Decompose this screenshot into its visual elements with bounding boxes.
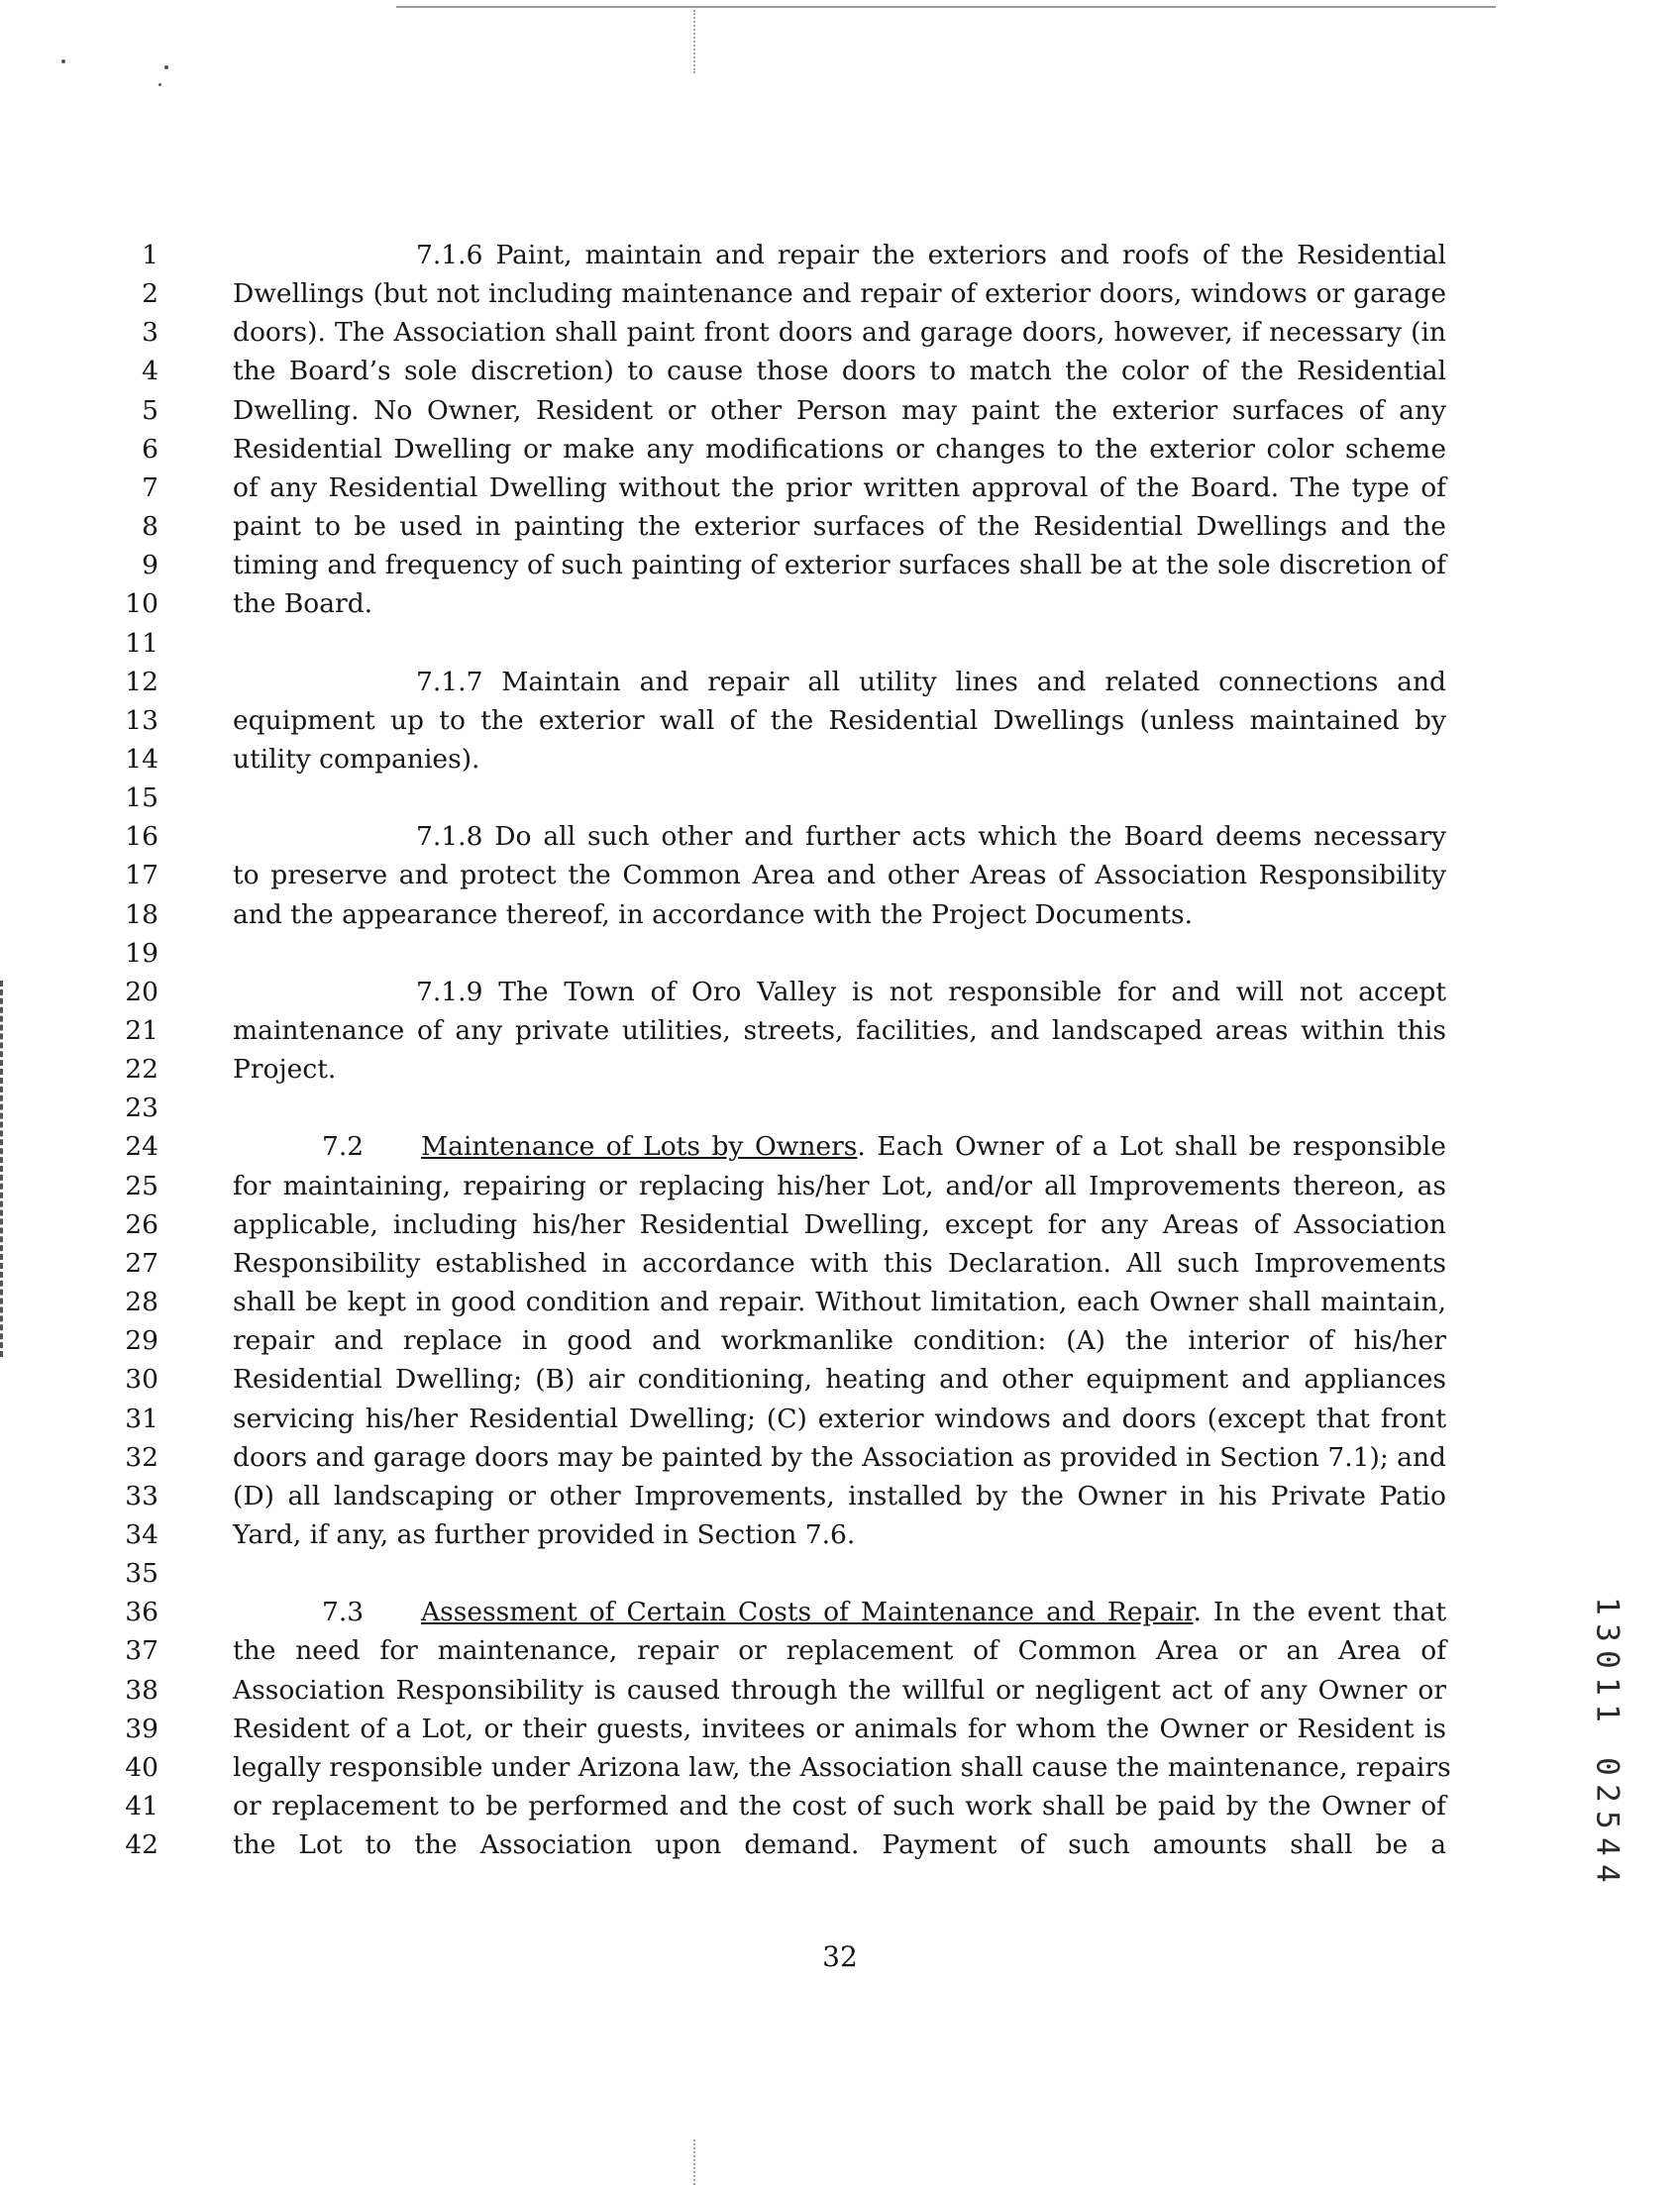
line-number: 27 bbox=[125, 1247, 158, 1279]
recording-stamp bbox=[1590, 1593, 1624, 1887]
line-text: 7.1.8 Do all such other and further acts which the Board deems necessary bbox=[416, 821, 1446, 853]
stamp-digit: 5 bbox=[1589, 1811, 1626, 1829]
document-line bbox=[0, 1554, 1680, 1593]
line-text: servicing his/her Residential Dwelling; (C) exterior windows and doors (except that front bbox=[233, 1403, 1446, 1434]
line-number: 31 bbox=[125, 1403, 158, 1434]
line-number: 5 bbox=[142, 394, 158, 426]
document-line bbox=[0, 274, 1680, 313]
line-number: 16 bbox=[125, 821, 158, 853]
line-number: 12 bbox=[125, 666, 158, 697]
section-number: 7.3 bbox=[322, 1597, 365, 1628]
document-line bbox=[0, 1825, 1680, 1864]
line-number: 8 bbox=[142, 511, 158, 543]
document-line bbox=[0, 1631, 1680, 1670]
document-line bbox=[0, 1127, 1680, 1166]
document-line bbox=[0, 546, 1680, 584]
line-number: 29 bbox=[125, 1325, 158, 1357]
stamp-digit: 1 bbox=[1589, 1704, 1626, 1722]
scan-speck bbox=[158, 83, 161, 86]
line-text: the Board. bbox=[233, 588, 373, 620]
line-text: to preserve and protect the Common Area and other Areas of Association Responsibility bbox=[233, 860, 1446, 891]
line-text: for maintaining, repairing or replacing his/her Lot, and/or all Improvements thereon, as bbox=[233, 1170, 1446, 1201]
document-line bbox=[0, 1283, 1680, 1321]
document-line bbox=[0, 584, 1680, 623]
document-line bbox=[0, 701, 1680, 740]
document-line bbox=[0, 740, 1680, 779]
document-line bbox=[0, 895, 1680, 934]
line-text: the Board’s sole discretion) to cause those doors to match the color of the Residential bbox=[233, 356, 1446, 387]
line-number: 1 bbox=[142, 240, 158, 270]
line-number: 22 bbox=[125, 1054, 158, 1086]
document-line bbox=[0, 934, 1680, 973]
line-number: 21 bbox=[125, 1015, 158, 1046]
document-line bbox=[0, 352, 1680, 390]
document-line bbox=[0, 391, 1680, 430]
scan-fold-mark-bottom bbox=[693, 2139, 695, 2185]
document-line bbox=[0, 1050, 1680, 1089]
line-number: 10 bbox=[125, 588, 158, 620]
page-number: 32 bbox=[822, 1940, 858, 1973]
line-text bbox=[322, 1127, 1446, 1166]
line-text: 7.1.7 Maintain and repair all utility lines and related connections and bbox=[416, 666, 1446, 697]
line-number: 14 bbox=[125, 743, 158, 775]
line-text: maintenance of any private utilities, streets, facilities, and landscaped areas within this bbox=[233, 1015, 1446, 1046]
line-number: 32 bbox=[125, 1441, 158, 1473]
document-line bbox=[0, 1477, 1680, 1515]
scan-speck bbox=[164, 65, 168, 69]
line-number: 36 bbox=[125, 1597, 158, 1628]
document-line bbox=[0, 1438, 1680, 1477]
line-number: 33 bbox=[125, 1480, 158, 1511]
line-number: 25 bbox=[125, 1170, 158, 1201]
line-number: 9 bbox=[142, 550, 158, 581]
document-line bbox=[0, 1321, 1680, 1360]
document-line bbox=[0, 507, 1680, 546]
document-line bbox=[0, 663, 1680, 701]
scan-top-border bbox=[396, 6, 1496, 8]
line-text: the Lot to the Association upon demand. Payment of such amounts shall be a bbox=[233, 1829, 1446, 1861]
stamp-digit: 3 bbox=[1589, 1623, 1626, 1642]
line-text: paint to be used in painting the exterior surfaces of the Residential Dwellings and the bbox=[233, 511, 1446, 543]
line-number: 42 bbox=[125, 1829, 158, 1861]
section-heading: Assessment of Certain Costs of Maintenance and Repair bbox=[421, 1597, 1194, 1628]
line-number: 37 bbox=[125, 1635, 158, 1667]
stamp-digit: 4 bbox=[1589, 1837, 1626, 1856]
line-number: 40 bbox=[125, 1751, 158, 1783]
line-text bbox=[322, 1593, 1446, 1631]
document-line bbox=[0, 236, 1680, 274]
line-number: 19 bbox=[125, 937, 158, 969]
stamp-digit: 2 bbox=[1589, 1784, 1626, 1803]
line-text: Association Responsibility is caused through the willful or negligent act of any Owner or bbox=[233, 1674, 1446, 1706]
line-number: 4 bbox=[142, 356, 158, 387]
line-text: legally responsible under Arizona law, the Association shall cause the maintenance, repairs bbox=[233, 1751, 1451, 1783]
document-line bbox=[0, 1167, 1680, 1205]
line-number: 15 bbox=[125, 782, 158, 814]
line-text: utility companies). bbox=[233, 743, 480, 775]
document-line bbox=[0, 1748, 1680, 1787]
line-text: 7.1.6 Paint, maintain and repair the exteriors and roofs of the Residential bbox=[416, 240, 1446, 270]
document-line bbox=[0, 1593, 1680, 1631]
line-number: 35 bbox=[125, 1558, 158, 1590]
line-number: 30 bbox=[125, 1364, 158, 1396]
document-line bbox=[0, 817, 1680, 856]
line-text: doors). The Association shall paint front doors and garage doors, however, if necessary (in bbox=[233, 317, 1446, 349]
section-text: . In the event that bbox=[1193, 1597, 1446, 1628]
line-text: timing and frequency of such painting of exterior surfaces shall be at the sole discretion of bbox=[233, 550, 1446, 581]
line-number: 28 bbox=[125, 1287, 158, 1318]
line-text: Responsibility established in accordance with this Declaration. All such Improvements bbox=[233, 1247, 1446, 1279]
line-number: 34 bbox=[125, 1518, 158, 1550]
line-text: Dwelling. No Owner, Resident or other Person may paint the exterior surfaces of any bbox=[233, 394, 1446, 426]
line-number: 6 bbox=[142, 433, 158, 465]
document-line bbox=[0, 468, 1680, 507]
line-text: applicable, including his/her Residential Dwelling, except for any Areas of Association bbox=[233, 1208, 1446, 1240]
line-number: 41 bbox=[125, 1791, 158, 1821]
line-number: 13 bbox=[125, 704, 158, 736]
scan-fold-mark-top bbox=[693, 10, 695, 73]
document-line bbox=[0, 1011, 1680, 1050]
document-line bbox=[0, 856, 1680, 894]
line-number: 38 bbox=[125, 1674, 158, 1706]
line-text: equipment up to the exterior wall of the Residential Dwellings (unless maintained by bbox=[233, 704, 1446, 736]
document-line bbox=[0, 1244, 1680, 1283]
line-number: 11 bbox=[125, 627, 158, 659]
line-text: Residential Dwelling or make any modifications or changes to the exterior color scheme bbox=[233, 433, 1446, 465]
document-line bbox=[0, 1360, 1680, 1399]
document-line bbox=[0, 1089, 1680, 1127]
stamp-digit: 1 bbox=[1589, 1597, 1626, 1615]
line-number: 23 bbox=[125, 1092, 158, 1124]
line-text: or replacement to be performed and the cost of such work shall be paid by the Owner of bbox=[233, 1791, 1446, 1821]
document-line bbox=[0, 624, 1680, 663]
document-line bbox=[0, 430, 1680, 468]
stamp-digit: 1 bbox=[1589, 1677, 1626, 1696]
section-number: 7.2 bbox=[322, 1131, 365, 1163]
line-text: Dwellings (but not including maintenance and repair of exterior doors, windows or garage bbox=[233, 278, 1446, 310]
document-line bbox=[0, 973, 1680, 1011]
document-line bbox=[0, 779, 1680, 817]
line-number: 20 bbox=[125, 976, 158, 1007]
line-number: 26 bbox=[125, 1208, 158, 1240]
line-text: Resident of a Lot, or their guests, invitees or animals for whom the Owner or Resident is bbox=[233, 1713, 1446, 1744]
section-heading: Maintenance of Lots by Owners bbox=[421, 1131, 858, 1163]
stamp-digit: 0 bbox=[1589, 1757, 1626, 1776]
document-line bbox=[0, 1710, 1680, 1748]
scan-speck bbox=[61, 59, 65, 63]
line-text: doors and garage doors may be painted by the Association as provided in Section 7.1); and bbox=[233, 1441, 1447, 1473]
stamp-digit: 0 bbox=[1589, 1650, 1626, 1669]
line-number: 24 bbox=[125, 1131, 158, 1163]
line-text: shall be kept in good condition and repair. Without limitation, each Owner shall maintain, bbox=[233, 1287, 1446, 1318]
line-text: Project. bbox=[233, 1054, 337, 1086]
line-number: 39 bbox=[125, 1713, 158, 1744]
line-text: the need for maintenance, repair or replacement of Common Area or an Area of bbox=[233, 1635, 1446, 1667]
line-text: repair and replace in good and workmanlike condition: (A) the interior of his/her bbox=[233, 1325, 1446, 1357]
line-number: 7 bbox=[142, 471, 158, 503]
document-line bbox=[0, 313, 1680, 352]
line-number: 3 bbox=[142, 317, 158, 349]
line-text: (D) all landscaping or other Improvements, installed by the Owner in his Private Patio bbox=[233, 1480, 1446, 1511]
line-text: Residential Dwelling; (B) air conditioning, heating and other equipment and appliances bbox=[233, 1364, 1446, 1396]
document-line bbox=[0, 1671, 1680, 1710]
stamp-digit: 4 bbox=[1589, 1864, 1626, 1883]
line-text: Yard, if any, as further provided in Section 7.6. bbox=[233, 1518, 856, 1550]
document-line bbox=[0, 1400, 1680, 1438]
line-text: 7.1.9 The Town of Oro Valley is not responsible for and will not accept bbox=[416, 976, 1446, 1007]
line-number: 17 bbox=[125, 860, 158, 891]
line-text: of any Residential Dwelling without the prior written approval of the Board. The type of bbox=[233, 471, 1446, 503]
line-text: and the appearance thereof, in accordance with the Project Documents. bbox=[233, 898, 1194, 930]
line-number: 2 bbox=[142, 278, 158, 310]
line-number: 18 bbox=[125, 898, 158, 930]
document-line bbox=[0, 1205, 1680, 1244]
document-line bbox=[0, 1787, 1680, 1825]
document-line bbox=[0, 1515, 1680, 1554]
section-text: . Each Owner of a Lot shall be responsible bbox=[857, 1131, 1446, 1163]
